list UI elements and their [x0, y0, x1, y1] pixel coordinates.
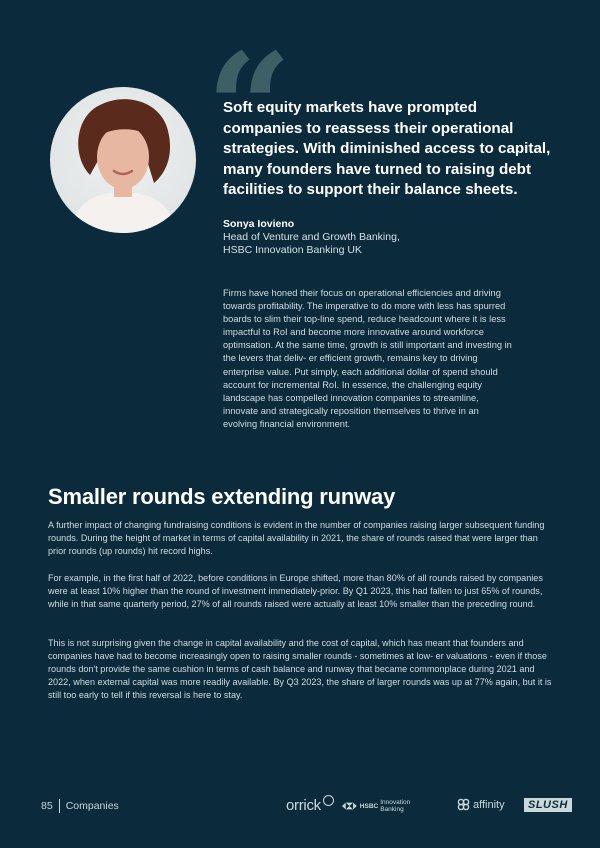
hsbc-logo — [342, 799, 417, 813]
affinity-wordmark: affinity — [473, 798, 505, 811]
section-heading: Smaller rounds extending runway — [48, 484, 396, 509]
hsbc-hexagon-icon — [342, 801, 357, 811]
quote-attribution — [223, 218, 523, 257]
orrick-wordmark: orrick — [286, 797, 321, 814]
author-role: Head of Venture and Growth Banking, — [223, 231, 400, 243]
author-organization: HSBC Innovation Banking UK — [223, 244, 362, 256]
body-paragraph-3: This is not surprising given the change in capital availability and the cost of capital, which has meant that founders and companies have had to become increasingly open to raising smaller rounds - sometimes at low- er valuations - even if those rounds don't provide the same cushion in terms of cash balance and runway that became commonplace during 2021 and 2022, when external capital was more readily available. By Q3 2023, the share of larger rounds was up at 77% again, but it is still too early to tell if this reversal is here to stay. — [48, 638, 552, 701]
quote-mark-icon: “ — [206, 21, 279, 197]
orrick-ring-icon — [323, 795, 334, 806]
footer-divider — [59, 799, 60, 813]
body-paragraph-2: For example, in the first half of 2022, before conditions in Europe shifted, more than 80% of all rounds raised by companies were at least 10% higher than the round of investment immediately-prior. By Q1 2023, this had fallen to just 65% of rounds, while in that same quarterly period, 27% of all rounds raised were actually at least 10% smaller than the preceding round. — [48, 573, 543, 610]
page-number: 85 — [41, 800, 53, 812]
page-footer — [41, 799, 119, 813]
hsbc-subtitle: Innovation Banking — [380, 799, 411, 813]
section-label: Companies — [65, 800, 119, 812]
hsbc-wordmark: HSBC — [359, 802, 379, 810]
slush-logo: SLUSH — [524, 798, 572, 812]
side-body-text: Firms have honed their focus on operational efficiencies and driving towards profitability. The imperative to do more with less has spurred boards to slim their top-line spend, reduce headcount where it is less impactful to RoI and become more innovative around workforce optimsation. At the same time, growth is still important and investing in the levers that deliv- er efficient growth, remains key to driving enterprise value. Put simply, each additional dollar of spend should account for incremental RoI. In essence, the challenging equity landscape has compelled innovation companies to streamline, innovate and strategically reposition themselves to thrive in an evolving financial environment. — [223, 288, 512, 429]
author-photo — [50, 87, 196, 233]
affinity-knot-icon — [457, 798, 470, 811]
orrick-logo — [286, 797, 321, 814]
pull-quote: Soft equity markets have prompted companies to reassess their operational strategies. With diminished access to capital, many founders have turned to raising debt facilities to support their balance sheets. — [223, 99, 551, 198]
affinity-logo — [457, 798, 505, 811]
author-name: Sonya Iovieno — [223, 218, 295, 230]
portrait-illustration — [50, 87, 196, 233]
body-paragraph-1: A further impact of changing fundraising conditions is evident in the number of companies raising larger subsequent funding rounds. During the height of market in terms of capital availability in 2021, the share of rounds raised that were larger than prior rounds (up rounds) hit record highs. — [48, 520, 545, 557]
